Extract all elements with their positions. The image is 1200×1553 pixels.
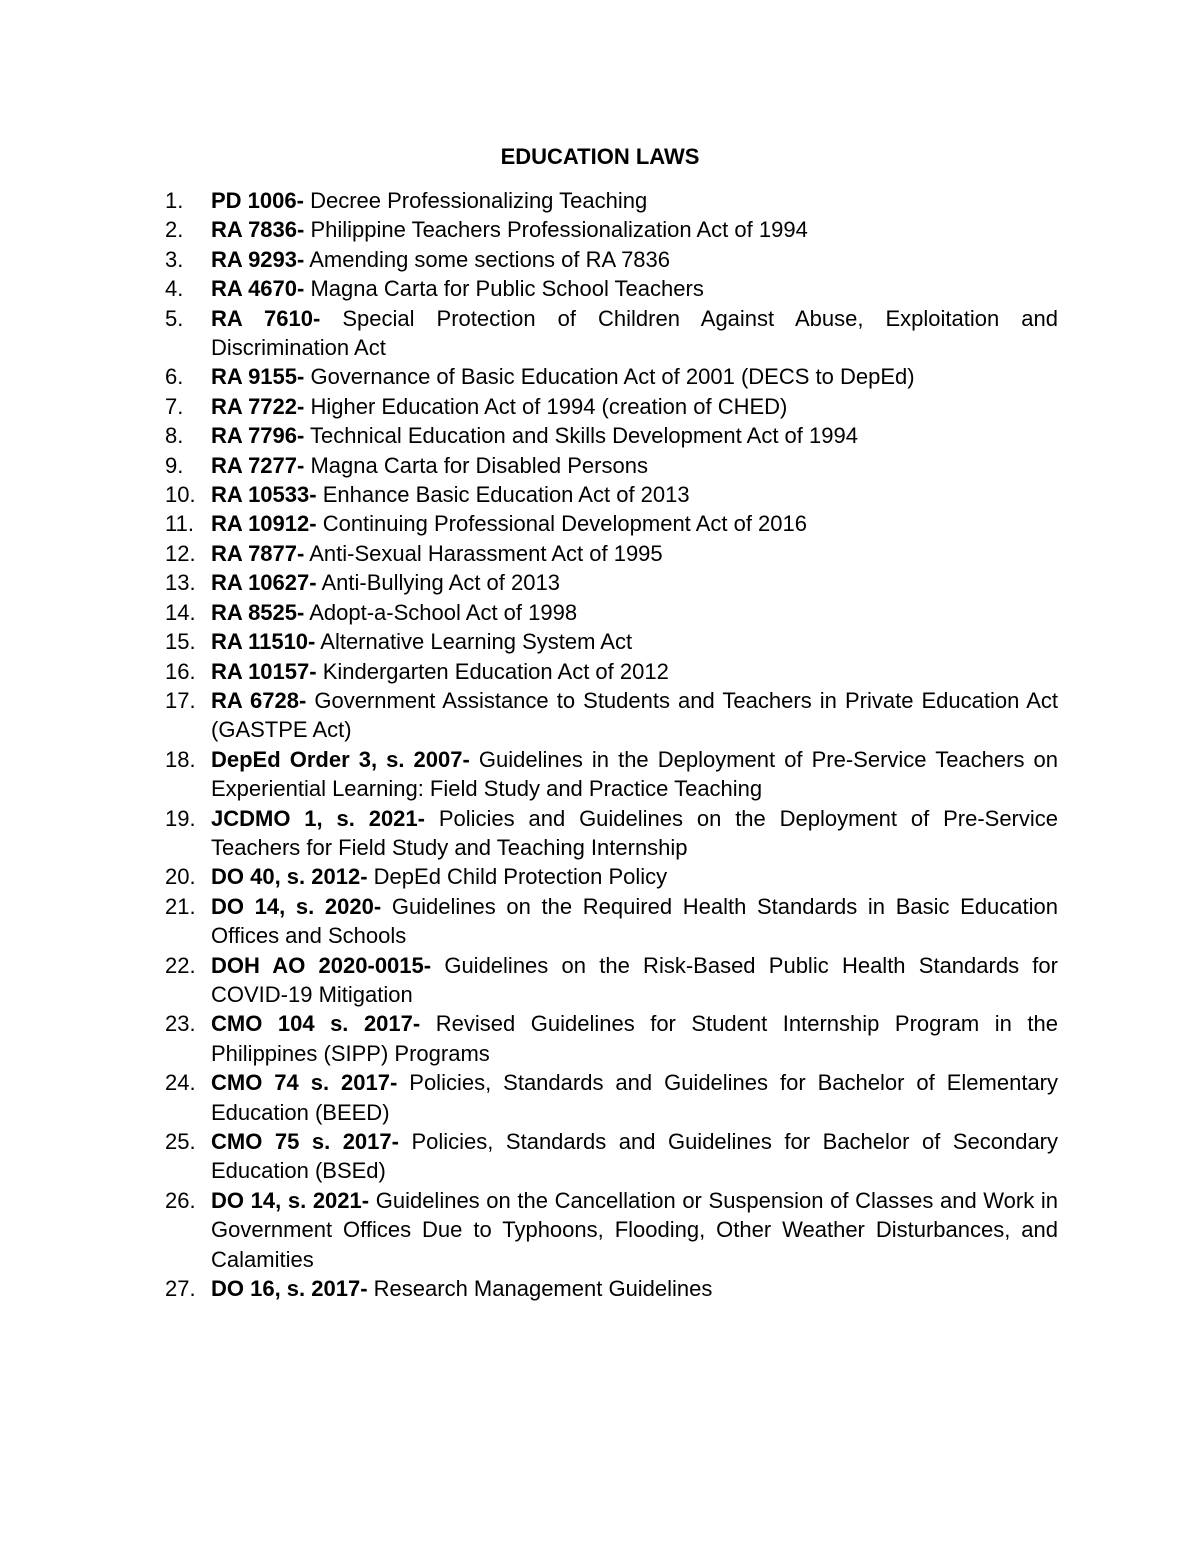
law-number: 25. <box>165 1129 196 1154</box>
law-description: Policies, Standards and Guidelines for Bachelor of Secondary Education (BSEd) <box>211 1129 1059 1184</box>
law-item <box>165 421 1058 450</box>
law-number: 15. <box>165 629 196 655</box>
law-description: DepEd Child Protection Policy <box>367 864 668 890</box>
law-item <box>165 215 1058 244</box>
law-code: RA 10533- <box>211 482 317 508</box>
law-item <box>165 598 1058 627</box>
law-description: Philippine Teachers Professionalization Act of 1994 <box>304 217 808 243</box>
law-code: DO 14, s. 2021- <box>211 1187 370 1213</box>
law-description: Governance of Basic Education Act of 2001 (DECS to DepEd) <box>304 364 915 390</box>
law-code: JCDMO 1, s. 2021- <box>211 805 425 831</box>
law-description: Amending some sections of RA 7836 <box>304 246 671 272</box>
law-item <box>165 539 1058 568</box>
law-code: DO 14, s. 2020- <box>211 893 382 919</box>
law-item <box>165 245 1058 274</box>
law-code: RA 11510- <box>211 629 316 655</box>
law-number: 4. <box>165 276 184 302</box>
law-item <box>165 392 1058 421</box>
law-number: 19. <box>165 805 196 831</box>
law-number: 10. <box>165 482 196 508</box>
law-description: Guidelines on the Cancellation or Suspension of Classes and Work in Government Offices Due to Typhoons, Flooding, Other Weather Disturbances, and Calamities <box>211 1187 1058 1272</box>
law-number: 8. <box>165 423 184 449</box>
law-description: Guidelines on the Risk-Based Public Health Standards for COVID-19 Mitigation <box>211 952 1058 1007</box>
law-code: RA 10627- <box>211 570 317 596</box>
law-number: 13. <box>165 570 196 596</box>
law-description: Magna Carta for Disabled Persons <box>304 452 648 478</box>
law-number: 27. <box>165 1276 196 1302</box>
law-item <box>165 804 1058 863</box>
law-number: 18. <box>165 746 196 772</box>
law-number: 14. <box>165 599 196 625</box>
law-item <box>165 568 1058 597</box>
law-description: Anti-Sexual Harassment Act of 1995 <box>304 540 663 566</box>
law-description: Guidelines on the Required Health Standards in Basic Education Offices and Schools <box>211 893 1058 949</box>
law-item <box>165 951 1058 1010</box>
law-description: Continuing Professional Development Act of 2016 <box>316 511 807 537</box>
law-description: Enhance Basic Education Act of 2013 <box>316 482 690 508</box>
law-code: CMO 74 s. 2017- <box>211 1070 398 1096</box>
law-code: RA 7796- <box>211 423 305 449</box>
law-number: 26. <box>165 1187 196 1213</box>
law-item <box>165 362 1058 391</box>
law-number: 6. <box>165 364 184 390</box>
law-number: 7. <box>165 393 184 419</box>
law-list <box>165 186 1058 1303</box>
law-code: RA 6728- <box>211 687 307 713</box>
law-item <box>165 304 1058 363</box>
law-code: RA 9293- <box>211 246 305 272</box>
law-number: 24. <box>165 1070 196 1096</box>
law-number: 3. <box>165 246 184 272</box>
law-number: 17. <box>165 687 196 713</box>
law-number: 12. <box>165 540 196 566</box>
law-code: RA 4670- <box>211 276 305 302</box>
law-code: RA 8525- <box>211 599 305 625</box>
law-item <box>165 1274 1058 1303</box>
law-code: PD 1006- <box>211 188 304 213</box>
law-description: Revised Guidelines for Student Internship Program in the Philippines (SIPP) Programs <box>211 1011 1059 1066</box>
law-code: RA 10912- <box>211 511 317 537</box>
law-description: Magna Carta for Public School Teachers <box>304 276 704 302</box>
law-item <box>165 1009 1058 1068</box>
law-number: 21. <box>165 893 196 919</box>
law-item <box>165 1186 1058 1274</box>
law-number: 22. <box>165 952 196 978</box>
law-item <box>165 627 1058 656</box>
law-number: 9. <box>165 452 184 478</box>
law-code: RA 7877- <box>211 540 305 566</box>
law-code: RA 7277- <box>211 452 305 478</box>
law-description: Special Protection of Children Against Abuse, Exploitation and Discrimination Act <box>211 305 1059 361</box>
page-title: EDUCATION LAWS <box>500 144 700 169</box>
law-code: DO 40, s. 2012- <box>211 864 368 890</box>
law-code: DO 16, s. 2017- <box>211 1276 368 1302</box>
law-description: Adopt-a-School Act of 1998 <box>304 599 578 625</box>
law-number: 1. <box>165 188 184 213</box>
law-code: RA 10157- <box>211 658 317 684</box>
law-item <box>165 686 1058 745</box>
law-code: DepEd Order 3, s. 2007- <box>211 746 470 772</box>
law-description: Technical Education and Skills Development Act of 1994 <box>304 423 858 449</box>
law-description: Anti-Bullying Act of 2013 <box>316 570 560 596</box>
law-code: RA 7836- <box>211 217 305 243</box>
law-number: 23. <box>165 1011 196 1037</box>
law-code: DOH AO 2020-0015- <box>211 952 432 978</box>
law-item <box>165 480 1058 509</box>
law-number: 16. <box>165 658 196 684</box>
law-description: Research Management Guidelines <box>367 1276 713 1302</box>
law-description: Government Assistance to Students and Teachers in Private Education Act (GASTPE Act) <box>211 687 1058 743</box>
law-item <box>165 1127 1058 1186</box>
law-code: CMO 104 s. 2017- <box>211 1011 421 1037</box>
law-item <box>165 862 1058 891</box>
law-item <box>165 451 1058 480</box>
law-description: Alternative Learning System Act <box>315 629 633 655</box>
law-code: RA 9155- <box>211 364 305 390</box>
law-item <box>165 892 1058 951</box>
law-description: Guidelines in the Deployment of Pre-Service Teachers on Experiential Learning: Field Study and Practice Teaching <box>211 746 1058 802</box>
law-code: CMO 75 s. 2017- <box>211 1129 399 1154</box>
law-item <box>165 657 1058 686</box>
law-item <box>165 745 1058 804</box>
law-code: RA 7610- <box>211 305 321 331</box>
law-number: 11. <box>165 511 194 537</box>
law-item <box>165 1068 1058 1127</box>
law-item <box>165 186 1058 215</box>
law-number: 2. <box>165 217 184 243</box>
law-item <box>165 274 1058 303</box>
law-description: Decree Professionalizing Teaching <box>303 188 648 213</box>
law-code: RA 7722- <box>211 393 305 419</box>
law-description: Kindergarten Education Act of 2012 <box>316 658 669 684</box>
law-item <box>165 509 1058 538</box>
law-number: 5. <box>165 305 184 331</box>
law-description: Policies, Standards and Guidelines for Bachelor of Elementary Education (BEED) <box>211 1070 1059 1125</box>
law-description: Higher Education Act of 1994 (creation of CHED) <box>304 393 788 419</box>
law-description: Policies and Guidelines on the Deployment of Pre-Service Teachers for Field Study and Teaching Internship <box>211 805 1059 860</box>
law-number: 20. <box>165 864 196 890</box>
